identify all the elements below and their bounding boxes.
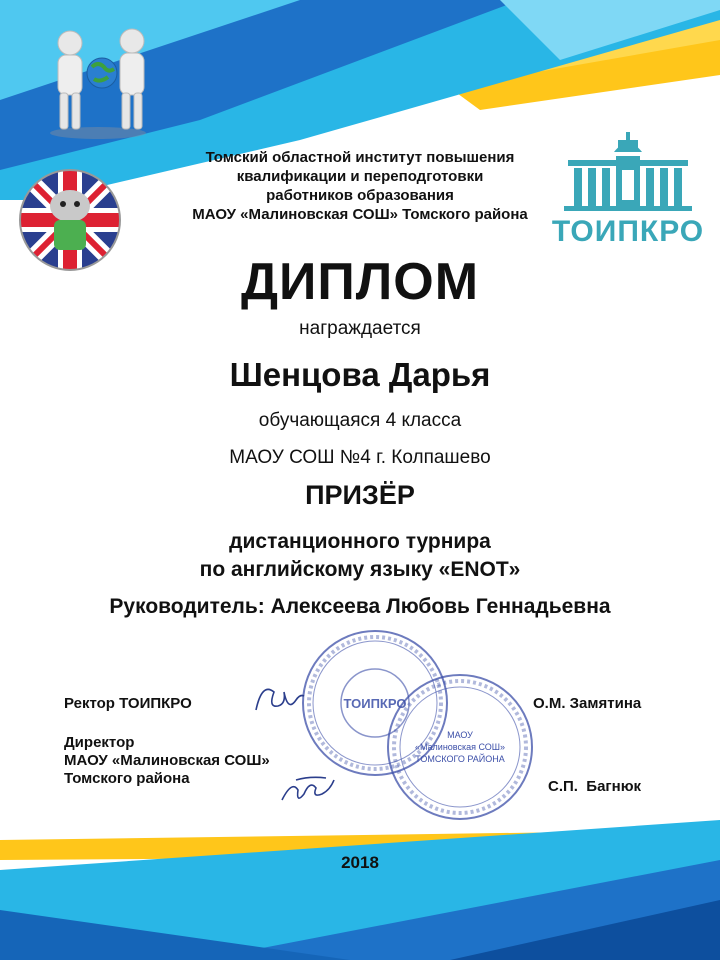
stamp2-line-1: МАОУ	[447, 730, 473, 740]
stamp1-label: ТОИПКРО	[343, 696, 407, 711]
director-title-line-3: Томского района	[64, 770, 190, 787]
rector-title: Ректор ТОИПКРО	[64, 695, 192, 712]
award-status: ПРИЗЁР	[305, 480, 415, 510]
stamp2-line-3: ТОМСКОГО РАЙОНА	[415, 754, 505, 764]
institute-line-3: работников образования	[266, 187, 454, 204]
rector-signature	[248, 680, 308, 725]
director-signature	[278, 772, 338, 812]
director-title-line-1: Директор	[64, 734, 135, 751]
supervisor-line: Руководитель: Алексеева Любовь Геннадьевна	[109, 595, 611, 618]
year: 2018	[341, 853, 379, 872]
bottom-decoration	[0, 800, 720, 960]
institute-line-4: МАОУ «Малиновская СОШ» Томского района	[192, 206, 528, 223]
toipkro-logo-text: ТОИПКРО	[551, 215, 705, 248]
rector-name: О.М. Замятина	[533, 695, 642, 712]
figures-globe-image	[40, 25, 160, 140]
director-title	[64, 734, 270, 788]
institute-header	[120, 148, 600, 224]
diploma-title: ДИПЛОМ	[240, 253, 480, 311]
institute-line-2: квалификации и переподготовки	[236, 168, 484, 185]
event-line-1: дистанционного турнира	[229, 530, 491, 553]
recipient-school: МАОУ СОШ №4 г. Колпашево	[229, 447, 491, 468]
director-title-line-2: МАОУ «Малиновская СОШ»	[64, 752, 270, 769]
recipient-name: Шенцова Дарья	[229, 356, 491, 393]
event-line-2: по английскому языку «ENOT»	[199, 558, 521, 581]
school-stamp	[385, 672, 535, 822]
institute-line-1: Томский областной институт повышения	[205, 149, 515, 166]
awarded-text: награждается	[299, 318, 421, 339]
director-name: С.П. Багнюк	[548, 778, 642, 795]
stamp2-line-2: «Малиновская СОШ»	[414, 742, 506, 752]
recipient-grade: обучающаяся 4 класса	[258, 410, 462, 431]
